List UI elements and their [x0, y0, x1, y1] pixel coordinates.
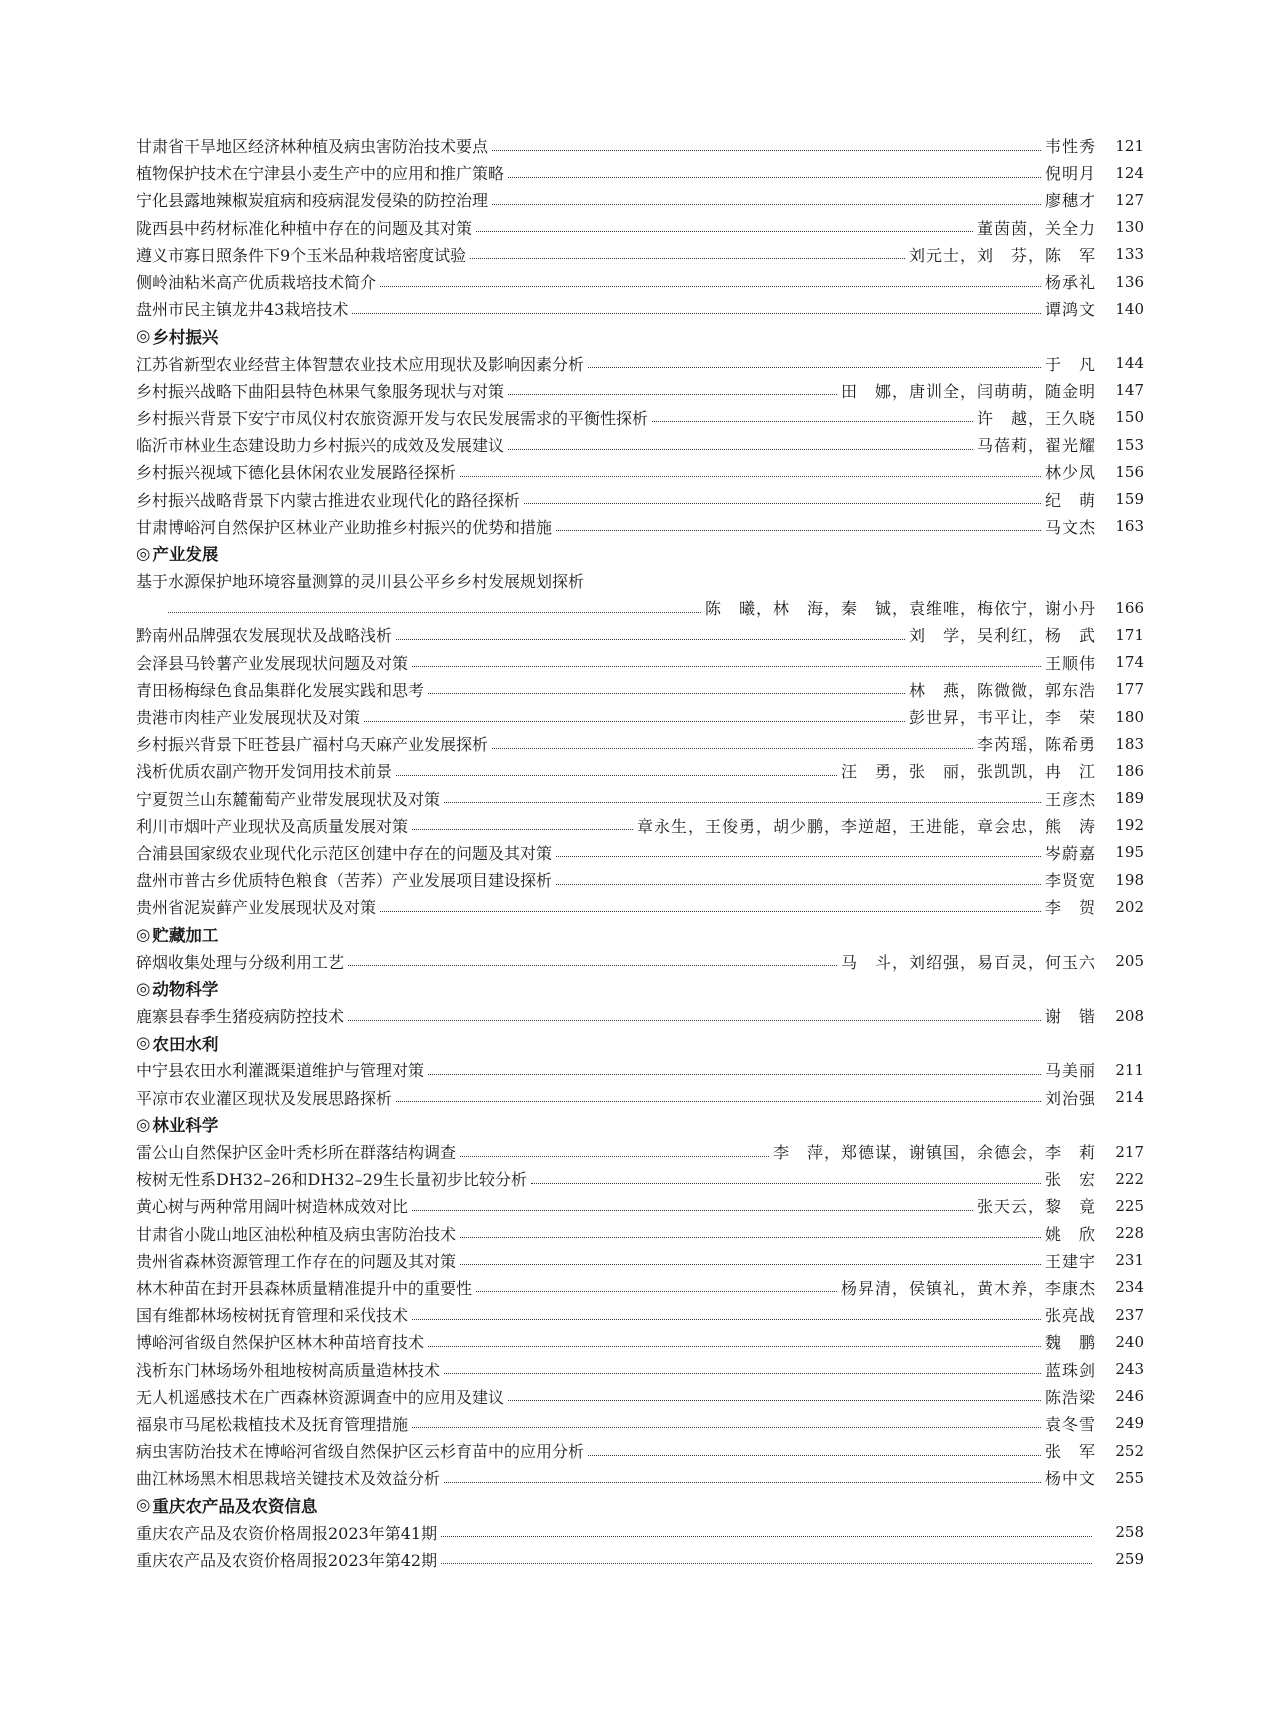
entry-authors: 谢 锴 — [1044, 1007, 1096, 1027]
section-marker-icon: ◎ — [136, 326, 151, 346]
dot-leader — [508, 393, 837, 395]
entry-authors: 马美丽 — [1044, 1061, 1096, 1081]
entry-title: 桉树无性系DH32–26和DH32–29生长量初步比较分析 — [136, 1170, 528, 1190]
toc-entry[interactable] — [136, 676, 1144, 703]
toc-entry[interactable] — [136, 404, 1144, 431]
entry-title: 盘州市民主镇龙井43栽培技术 — [136, 300, 349, 320]
entry-title: 乡村振兴战略背景下内蒙古推进农业现代化的路径探析 — [136, 490, 521, 510]
toc-entry[interactable] — [136, 567, 1144, 621]
entry-title: 侧岭油粘米高产优质栽培技术简介 — [136, 273, 377, 293]
toc-entry[interactable] — [136, 785, 1144, 812]
entry-authors: 李贤宽 — [1044, 871, 1096, 891]
entry-title: 利川市烟叶产业现状及高质量发展对策 — [136, 816, 409, 836]
entry-title: 乡村振兴战略下曲阳县特色林果气象服务现状与对策 — [136, 381, 505, 401]
entry-page-number: 195 — [1115, 843, 1144, 862]
entry-authors: 张亮战 — [1044, 1306, 1096, 1326]
entry-continuation — [136, 594, 1144, 621]
entry-authors: 陈 曦，林 海，秦 铖，袁维唯，梅依宁，谢小丹 — [704, 599, 1096, 619]
section-heading — [136, 540, 1144, 567]
dot-leader — [508, 448, 973, 450]
dot-leader — [348, 1019, 1041, 1021]
dot-leader — [380, 285, 1041, 287]
entry-page-number: 144 — [1115, 354, 1144, 373]
toc-entry[interactable] — [136, 513, 1144, 540]
entry-title: 合浦县国家级农业现代化示范区创建中存在的问题及其对策 — [136, 843, 553, 863]
entry-title: 贵港市肉桂产业发展现状及对策 — [136, 708, 361, 728]
entry-page-number: 124 — [1115, 163, 1144, 182]
entry-authors: 刘元士，刘 芬，陈 军 — [908, 245, 1096, 265]
dot-leader — [428, 1073, 1041, 1075]
section-title: 贮藏加工 — [152, 926, 219, 946]
entry-title: 乡村振兴视域下德化县休闲农业发展路径探析 — [136, 463, 457, 483]
dot-leader — [396, 1100, 1041, 1102]
toc-entry[interactable] — [136, 1002, 1144, 1029]
toc-entry[interactable] — [136, 1084, 1144, 1111]
toc-entry[interactable] — [136, 377, 1144, 404]
entry-page-number: 183 — [1115, 734, 1144, 753]
entry-authors: 李 萍，郑德谋，谢镇国，余德会，李 莉 — [772, 1143, 1096, 1163]
toc-entry[interactable] — [136, 241, 1144, 268]
section-title: 重庆农产品及农资信息 — [152, 1496, 318, 1516]
table-of-contents — [136, 132, 1144, 1573]
section-title: 乡村振兴 — [152, 327, 219, 347]
entry-title: 博峪河省级自然保护区林木种苗培育技术 — [136, 1333, 425, 1353]
toc-entry[interactable] — [136, 948, 1144, 975]
entry-title: 宁夏贺兰山东麓葡萄产业带发展现状及对策 — [136, 789, 441, 809]
toc-entry[interactable] — [136, 893, 1144, 920]
entry-title: 遵义市寡日照条件下9个玉米品种栽培密度试验 — [136, 245, 467, 265]
entry-authors: 杨承礼 — [1044, 273, 1096, 293]
toc-entry[interactable] — [136, 1464, 1144, 1491]
dot-leader — [444, 1372, 1041, 1374]
entry-title: 浅析东门林场场外租地桉树高质量造林技术 — [136, 1360, 441, 1380]
toc-entry[interactable] — [136, 295, 1144, 322]
toc-entry[interactable] — [136, 186, 1144, 213]
entry-authors: 许 越，王久晓 — [976, 408, 1096, 428]
entry-title: 青田杨梅绿色食品集群化发展实践和思考 — [136, 680, 425, 700]
entry-page-number: 177 — [1115, 680, 1144, 699]
section-marker-icon: ◎ — [136, 1114, 151, 1134]
section-heading — [136, 322, 1144, 349]
entry-title: 乡村振兴背景下安宁市凤仪村农旅资源开发与农民发展需求的平衡性探析 — [136, 408, 649, 428]
toc-entry[interactable] — [136, 839, 1144, 866]
dot-leader — [412, 1426, 1041, 1428]
entry-page-number: 255 — [1115, 1468, 1144, 1487]
dot-leader — [412, 1209, 973, 1211]
entry-page-number: 156 — [1115, 462, 1144, 481]
toc-entry[interactable] — [136, 1220, 1144, 1247]
toc-entry[interactable] — [136, 1274, 1144, 1301]
entry-title: 贵州省森林资源管理工作存在的问题及其对策 — [136, 1251, 457, 1271]
toc-entry[interactable] — [136, 1165, 1144, 1192]
entry-page-number: 246 — [1115, 1387, 1144, 1406]
dot-leader — [556, 529, 1041, 531]
entry-page-number: 258 — [1115, 1523, 1144, 1542]
dot-leader — [476, 230, 973, 232]
entry-authors: 林少凤 — [1044, 463, 1096, 483]
dot-leader — [380, 910, 1041, 912]
entry-page-number: 205 — [1115, 952, 1144, 971]
entry-page-number: 240 — [1115, 1332, 1144, 1351]
toc-entry[interactable] — [136, 1192, 1144, 1219]
entry-title: 甘肃省干旱地区经济林种植及病虫害防治技术要点 — [136, 137, 489, 157]
entry-authors: 李 贺 — [1044, 898, 1096, 918]
entry-authors: 纪 萌 — [1044, 490, 1096, 510]
entry-title: 雷公山自然保护区金叶秃杉所在群落结构调查 — [136, 1143, 457, 1163]
entry-title: 林木种苗在封开县森林质量精准提升中的重要性 — [136, 1278, 473, 1298]
entry-page-number: 211 — [1115, 1060, 1144, 1079]
entry-page-number: 171 — [1115, 625, 1144, 644]
section-title: 产业发展 — [152, 545, 219, 565]
dot-leader — [460, 475, 1041, 477]
entry-authors: 刘 学，吴利红，杨 武 — [908, 626, 1096, 646]
toc-entry[interactable] — [136, 649, 1144, 676]
toc-entry[interactable] — [136, 214, 1144, 241]
dot-leader — [492, 203, 1041, 205]
entry-authors: 田 娜，唐训全，闫萌萌，随金明 — [840, 381, 1096, 401]
toc-entry[interactable] — [136, 268, 1144, 295]
section-marker-icon: ◎ — [136, 978, 151, 998]
dot-leader — [396, 774, 837, 776]
toc-entry[interactable] — [136, 1138, 1144, 1165]
entry-authors: 韦性秀 — [1044, 137, 1096, 157]
entry-page-number: 202 — [1115, 897, 1144, 916]
dot-leader — [470, 257, 905, 259]
section-marker-icon: ◎ — [136, 1033, 151, 1053]
entry-title: 平凉市农业灌区现状及发展思路探析 — [136, 1088, 393, 1108]
dot-leader — [428, 1345, 1041, 1347]
dot-leader — [412, 1318, 1041, 1320]
entry-page-number: 153 — [1115, 435, 1144, 454]
dot-leader — [364, 720, 905, 722]
toc-entry[interactable] — [136, 703, 1144, 730]
entry-page-number: 234 — [1115, 1278, 1144, 1297]
entry-page-number: 127 — [1115, 190, 1144, 209]
toc-entry[interactable] — [136, 1355, 1144, 1382]
entry-page-number: 147 — [1115, 381, 1144, 400]
entry-authors: 袁冬雪 — [1044, 1414, 1096, 1434]
dot-leader — [460, 1263, 1041, 1265]
toc-entry[interactable] — [136, 1328, 1144, 1355]
toc-entry[interactable] — [136, 1546, 1144, 1573]
dot-leader — [556, 855, 1041, 857]
entry-page-number: 174 — [1115, 653, 1144, 672]
entry-page-number: 252 — [1115, 1441, 1144, 1460]
entry-page-number: 225 — [1115, 1196, 1144, 1215]
entry-authors: 彭世昇，韦平让，李 荣 — [908, 708, 1096, 728]
entry-title: 黄心树与两种常用阔叶树造林成效对比 — [136, 1197, 409, 1217]
entry-title: 中宁县农田水利灌溉渠道维护与管理对策 — [136, 1061, 425, 1081]
entry-page-number: 217 — [1115, 1142, 1144, 1161]
dot-leader — [652, 420, 973, 422]
toc-entry[interactable] — [136, 812, 1144, 839]
dot-leader — [524, 502, 1041, 504]
toc-entry[interactable] — [136, 730, 1144, 757]
entry-title: 江苏省新型农业经营主体智慧农业技术应用现状及影响因素分析 — [136, 354, 585, 374]
section-title: 农田水利 — [152, 1034, 219, 1054]
entry-title: 重庆农产品及农资价格周报2023年第42期 — [136, 1550, 438, 1570]
entry-authors: 王彦杰 — [1044, 789, 1096, 809]
dot-leader — [168, 611, 701, 613]
entry-title: 宁化县露地辣椒炭疽病和疫病混发侵染的防控治理 — [136, 191, 489, 211]
entry-authors: 魏 鹏 — [1044, 1333, 1096, 1353]
dot-leader — [412, 665, 1041, 667]
toc-entry[interactable] — [136, 1056, 1144, 1083]
dot-leader — [588, 1454, 1041, 1456]
entry-authors: 倪明月 — [1044, 164, 1096, 184]
entry-authors: 杨昇清，侯镇礼，黄木养，李康杰 — [840, 1278, 1096, 1298]
entry-authors: 陈浩梁 — [1044, 1387, 1096, 1407]
section-heading — [136, 1111, 1144, 1138]
entry-title: 临沂市林业生态建设助力乡村振兴的成效及发展建议 — [136, 436, 505, 456]
entry-authors: 林 燕，陈微微，郭东浩 — [908, 680, 1096, 700]
section-title: 林业科学 — [152, 1116, 219, 1136]
entry-page-number: 231 — [1115, 1251, 1144, 1270]
entry-title: 浅析优质农副产物开发饲用技术前景 — [136, 762, 393, 782]
toc-entry[interactable] — [136, 1383, 1144, 1410]
toc-entry[interactable] — [136, 1437, 1144, 1464]
toc-entry[interactable] — [136, 866, 1144, 893]
toc-entry[interactable] — [136, 132, 1144, 159]
entry-page-number: 130 — [1115, 218, 1144, 237]
entry-page-number: 163 — [1115, 517, 1144, 536]
entry-page-number: 208 — [1115, 1006, 1144, 1025]
entry-authors: 马 斗，刘绍强，易百灵，何玉六 — [840, 952, 1096, 972]
entry-page-number: 228 — [1115, 1224, 1144, 1243]
dot-leader — [348, 964, 837, 966]
dot-leader — [476, 1290, 837, 1292]
entry-page-number: 192 — [1115, 816, 1144, 835]
entry-page-number: 159 — [1115, 490, 1144, 509]
entry-authors: 于 凡 — [1044, 354, 1096, 374]
dot-leader — [428, 692, 905, 694]
entry-title: 碎烟收集处理与分级利用工艺 — [136, 952, 345, 972]
entry-authors: 刘治强 — [1044, 1088, 1096, 1108]
entry-page-number: 166 — [1115, 598, 1144, 617]
toc-entry[interactable] — [136, 1519, 1144, 1546]
entry-page-number: 186 — [1115, 761, 1144, 780]
entry-title: 国有维都林场桉树抚育管理和采伐技术 — [136, 1306, 409, 1326]
entry-title: 病虫害防治技术在博峪河省级自然保护区云杉育苗中的应用分析 — [136, 1442, 585, 1462]
dot-leader — [444, 801, 1041, 803]
entry-authors: 张 军 — [1044, 1442, 1096, 1462]
entry-page-number: 259 — [1115, 1550, 1144, 1569]
entry-authors: 王建宇 — [1044, 1251, 1096, 1271]
entry-page-number: 249 — [1115, 1414, 1144, 1433]
toc-entry[interactable] — [136, 431, 1144, 458]
entry-authors: 马文杰 — [1044, 517, 1096, 537]
entry-authors: 董茵茵，关全力 — [976, 218, 1096, 238]
section-heading — [136, 1029, 1144, 1056]
entry-authors: 章永生，王俊勇，胡少鹏，李逆超，王进能，章会忠，熊 涛 — [636, 816, 1096, 836]
entry-page-number: 180 — [1115, 707, 1144, 726]
entry-authors: 岑蔚嘉 — [1044, 843, 1096, 863]
toc-entry[interactable] — [136, 1410, 1144, 1437]
entry-title: 曲江林场黑木相思栽培关键技术及效益分析 — [136, 1469, 441, 1489]
entry-title: 甘肃博峪河自然保护区林业产业助推乡村振兴的优势和措施 — [136, 517, 553, 537]
toc-entry[interactable] — [136, 485, 1144, 512]
dot-leader — [588, 366, 1041, 368]
section-heading — [136, 975, 1144, 1002]
entry-page-number: 150 — [1115, 408, 1144, 427]
dot-leader — [396, 638, 905, 640]
dot-leader — [441, 1535, 1092, 1537]
entry-title: 乡村振兴背景下旺苍县广福村乌天麻产业发展探析 — [136, 735, 489, 755]
entry-authors: 姚 欣 — [1044, 1224, 1096, 1244]
toc-entry[interactable] — [136, 1247, 1144, 1274]
dot-leader — [412, 828, 633, 830]
entry-title: 福泉市马尾松栽植技术及抚育管理措施 — [136, 1414, 409, 1434]
dot-leader — [460, 1236, 1041, 1238]
entry-authors: 谭鸿文 — [1044, 300, 1096, 320]
entry-page-number: 140 — [1115, 299, 1144, 318]
dot-leader — [531, 1182, 1041, 1184]
dot-leader — [444, 1481, 1041, 1483]
entry-authors: 廖穗才 — [1044, 191, 1096, 211]
dot-leader — [492, 747, 973, 749]
entry-page-number: 214 — [1115, 1088, 1144, 1107]
entry-page-number: 136 — [1115, 272, 1144, 291]
entry-title: 重庆农产品及农资价格周报2023年第41期 — [136, 1523, 438, 1543]
section-marker-icon: ◎ — [136, 924, 151, 944]
entry-page-number: 243 — [1115, 1360, 1144, 1379]
dot-leader — [508, 1399, 1041, 1401]
toc-entry[interactable] — [136, 350, 1144, 377]
entry-title: 黔南州品牌强农发展现状及战略浅析 — [136, 626, 393, 646]
entry-title: 植物保护技术在宁津县小麦生产中的应用和推广策略 — [136, 164, 505, 184]
entry-authors: 杨中文 — [1044, 1469, 1096, 1489]
entry-title: 基于水源保护地环境容量测算的灵川县公平乡乡村发展规划探析 — [136, 572, 585, 592]
toc-entry[interactable] — [136, 1301, 1144, 1328]
toc-entry[interactable] — [136, 621, 1144, 648]
dot-leader — [492, 149, 1041, 151]
entry-authors: 李芮瑶，陈希勇 — [976, 735, 1096, 755]
entry-page-number: 198 — [1115, 870, 1144, 889]
entry-page-number: 133 — [1115, 245, 1144, 264]
entry-authors: 王顺伟 — [1044, 653, 1096, 673]
entry-authors: 马蓓莉，翟光耀 — [976, 436, 1096, 456]
dot-leader — [352, 312, 1041, 314]
entry-authors: 张天云，黎 竟 — [976, 1197, 1096, 1217]
entry-title: 会泽县马铃薯产业发展现状问题及对策 — [136, 653, 409, 673]
dot-leader — [460, 1155, 769, 1157]
entry-authors: 蓝珠剑 — [1044, 1360, 1096, 1380]
dot-leader — [508, 176, 1041, 178]
entry-page-number: 121 — [1115, 136, 1144, 155]
toc-entry[interactable] — [136, 159, 1144, 186]
entry-title: 鹿寨县春季生猪疫病防控技术 — [136, 1007, 345, 1027]
toc-entry[interactable] — [136, 458, 1144, 485]
section-heading — [136, 1491, 1144, 1518]
entry-authors: 汪 勇，张 丽，张凯凯，冉 江 — [840, 762, 1096, 782]
entry-page-number: 237 — [1115, 1305, 1144, 1324]
entry-page-number: 189 — [1115, 789, 1144, 808]
section-heading — [136, 920, 1144, 947]
section-marker-icon: ◎ — [136, 543, 151, 563]
entry-title: 无人机遥感技术在广西森林资源调查中的应用及建议 — [136, 1387, 505, 1407]
dot-leader — [441, 1562, 1092, 1564]
entry-title: 贵州省泥炭藓产业发展现状及对策 — [136, 898, 377, 918]
entry-page-number: 222 — [1115, 1169, 1144, 1188]
entry-title: 盘州市普古乡优质特色粮食（苦荞）产业发展项目建设探析 — [136, 871, 553, 891]
entry-title: 陇西县中药材标准化种植中存在的问题及其对策 — [136, 218, 473, 238]
entry-title: 甘肃省小陇山地区油松种植及病虫害防治技术 — [136, 1224, 457, 1244]
dot-leader — [556, 883, 1041, 885]
entry-authors: 张 宏 — [1044, 1170, 1096, 1190]
section-marker-icon: ◎ — [136, 1495, 151, 1515]
toc-entry[interactable] — [136, 757, 1144, 784]
section-title: 动物科学 — [152, 980, 219, 1000]
